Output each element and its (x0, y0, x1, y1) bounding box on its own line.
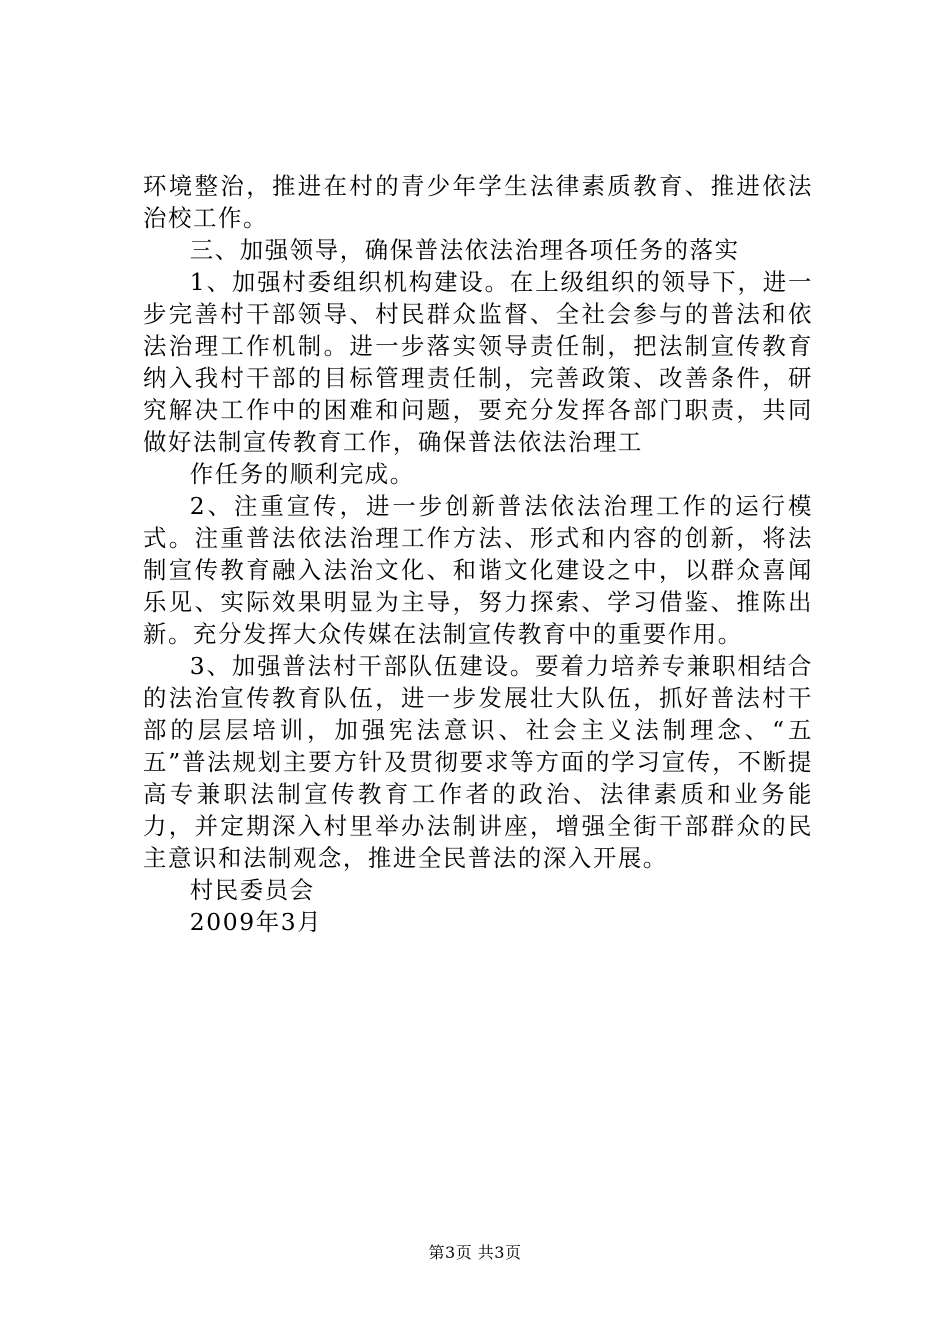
paragraph-item-3: 3、加强普法村干部队伍建设。要着力培养专兼职相结合的法治宣传教育队伍，进一步发展壮大队伍，抓好普法村干部的层层培训，加强宪法意识、社会主义法制理念、“五五”普法规划主要方针及贯彻要求等方面的学习宣传，不断提高专兼职法制宣传教育工作者的政治、法律素质和业务能力，并定期深入村里举办法制讲座，增强全街干部群众的民主意识和法制观念，推进全民普法的深入开展。 (143, 652, 813, 872)
page-footer: 第3页 共3页 (428, 1243, 522, 1262)
section-heading: 三、加强领导，确保普法依法治理各项任务的落实 (189, 236, 740, 264)
paragraph-continuation: 环境整治，推进在村的青少年学生法律素质教育、推进依法治校工作。 (143, 172, 813, 232)
signature-organization: 村民委员会 (189, 876, 315, 904)
document-body (143, 170, 813, 938)
paragraph-item-1: 1、加强村委组织机构建设。在上级组织的领导下，进一步完善村干部领导、村民群众监督、全社会参与的普法和依法治理工作机制。进一步落实领导责任制，把法制宣传教育纳入我村干部的目标管理责任制，完善政策、改善条件，研究解决工作中的困难和问题，要充分发挥各部门职责，共同做好法制宣传教育工作，确保普法依法治理工 (143, 268, 813, 456)
paragraph-item-1-continuation: 作任务的顺利完成。 (189, 460, 415, 488)
paragraph-item-2: 2、注重宣传，进一步创新普法依法治理工作的运行模式。注重普法依法治理工作方法、形式和内容的创新，将法制宣传教育融入法治文化、和谐文化建设之中，以群众喜闻乐见、实际效果明显为主导，努力探索、学习借鉴、推陈出新。充分发挥大众传媒在法制宣传教育中的重要作用。 (143, 492, 813, 648)
signature-date: 2009年3月 (189, 908, 323, 936)
